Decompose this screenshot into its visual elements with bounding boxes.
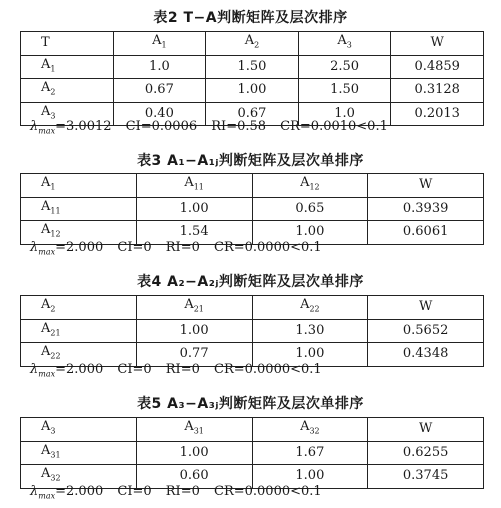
table-title: 表5 A₃−A₃ⱼ判断矩阵及层次单排序	[137, 396, 364, 412]
header-cell: $A_{12}$	[252, 174, 368, 198]
header-cell: $A_3$	[21, 418, 137, 442]
table-cell: 1.67	[252, 441, 368, 465]
lambda-symbol: $\lambda_{max}$	[30, 362, 56, 379]
header-cell: $A_{21}$	[136, 296, 252, 320]
ri-value: RI=0.58	[211, 119, 267, 134]
table-cell: $A_1$	[21, 55, 114, 79]
table-cell: 1.50	[298, 79, 391, 103]
lambda-symbol: $\lambda_{max}$	[30, 119, 56, 136]
table-row	[21, 79, 484, 103]
table-cell: $A_{11}$	[21, 197, 137, 221]
header-cell: $A_{22}$	[252, 296, 368, 320]
table-cell: 1.54	[136, 221, 252, 245]
table-row	[21, 55, 484, 79]
table-cell: 1.00	[252, 221, 368, 245]
table-cell: 0.3939	[368, 197, 484, 221]
ci-value: CI=0	[117, 240, 152, 255]
stats-line	[30, 362, 332, 379]
table-row	[21, 319, 484, 343]
matrix-table	[20, 31, 484, 126]
ci-value: CI=0	[117, 362, 152, 377]
ri-value: RI=0	[165, 240, 200, 255]
table-cell: 1.0	[113, 55, 206, 79]
table-cell: $A_3$	[21, 102, 114, 126]
table-title: 表3 A₁−A₁ⱼ判断矩阵及层次单排序	[137, 153, 364, 169]
table-cell: 1.00	[206, 79, 299, 103]
lambda-symbol: $\lambda_{max}$	[30, 484, 56, 501]
lambda-symbol: $\lambda_{max}$	[30, 240, 56, 257]
table-cell: 0.67	[113, 79, 206, 103]
table-cell: $A_{12}$	[21, 221, 137, 245]
ci-value: CI=0	[117, 484, 152, 499]
lambda-value: =2.000	[55, 362, 104, 377]
table-cell: 0.6061	[368, 221, 484, 245]
header-cell: $A_{31}$	[136, 418, 252, 442]
table-cell: 0.4859	[391, 55, 484, 79]
stats-line	[30, 484, 332, 501]
table-cell: $A_{22}$	[21, 343, 137, 367]
table-cell: 0.3128	[391, 79, 484, 103]
cr-value: CR=0.0010<0.1	[280, 119, 388, 134]
table-cell: 0.3745	[368, 465, 484, 489]
header-cell: $A_3$	[298, 32, 391, 56]
ci-value: CI=0.0006	[125, 119, 198, 134]
header-cell: W	[368, 174, 484, 198]
matrix-table	[20, 173, 484, 245]
header-cell: W	[368, 296, 484, 320]
matrix-table	[20, 417, 484, 489]
table-row	[21, 197, 484, 221]
table-cell: $A_{31}$	[21, 441, 137, 465]
ri-value: RI=0	[165, 362, 200, 377]
cr-value: CR=0.0000<0.1	[214, 484, 322, 499]
table-cell: $A_2$	[21, 79, 114, 103]
table-cell: 0.67	[206, 102, 299, 126]
table-cell: 1.0	[298, 102, 391, 126]
header-cell: T	[21, 32, 114, 56]
cr-value: CR=0.0000<0.1	[214, 362, 322, 377]
header-cell: $A_1$	[113, 32, 206, 56]
table-cell: 1.00	[136, 319, 252, 343]
table-cell: 0.2013	[391, 102, 484, 126]
stats-line	[30, 240, 332, 257]
stats-line	[30, 119, 398, 136]
table-cell: 1.00	[252, 343, 368, 367]
table-cell: 2.50	[298, 55, 391, 79]
table-cell: 1.50	[206, 55, 299, 79]
table-title: 表4 A₂−A₂ⱼ判断矩阵及层次单排序	[137, 274, 364, 290]
header-cell: W	[368, 418, 484, 442]
table-cell: $A_{32}$	[21, 465, 137, 489]
table-cell: 0.77	[136, 343, 252, 367]
table-cell: 0.4348	[368, 343, 484, 367]
table-cell: 0.60	[136, 465, 252, 489]
header-cell: $A_2$	[21, 296, 137, 320]
ri-value: RI=0	[165, 484, 200, 499]
header-row	[21, 296, 484, 320]
table-cell: 1.00	[136, 197, 252, 221]
table-cell: 1.30	[252, 319, 368, 343]
table-cell: 0.40	[113, 102, 206, 126]
lambda-value: =2.000	[55, 484, 104, 499]
table-cell: 1.00	[252, 465, 368, 489]
table-row	[21, 441, 484, 465]
header-row	[21, 418, 484, 442]
header-cell: W	[391, 32, 484, 56]
lambda-value: =3.0012	[55, 119, 112, 134]
header-row	[21, 174, 484, 198]
header-row	[21, 32, 484, 56]
table-cell: 0.6255	[368, 441, 484, 465]
table-title: 表2 T−A判断矩阵及层次排序	[153, 10, 348, 26]
cr-value: CR=0.0000<0.1	[214, 240, 322, 255]
table-cell: 0.65	[252, 197, 368, 221]
lambda-value: =2.000	[55, 240, 104, 255]
table-cell: $A_{21}$	[21, 319, 137, 343]
header-cell: $A_2$	[206, 32, 299, 56]
header-cell: $A_{32}$	[252, 418, 368, 442]
header-cell: $A_1$	[21, 174, 137, 198]
matrix-table	[20, 295, 484, 367]
table-cell: 0.5652	[368, 319, 484, 343]
table-cell: 1.00	[136, 441, 252, 465]
header-cell: $A_{11}$	[136, 174, 252, 198]
